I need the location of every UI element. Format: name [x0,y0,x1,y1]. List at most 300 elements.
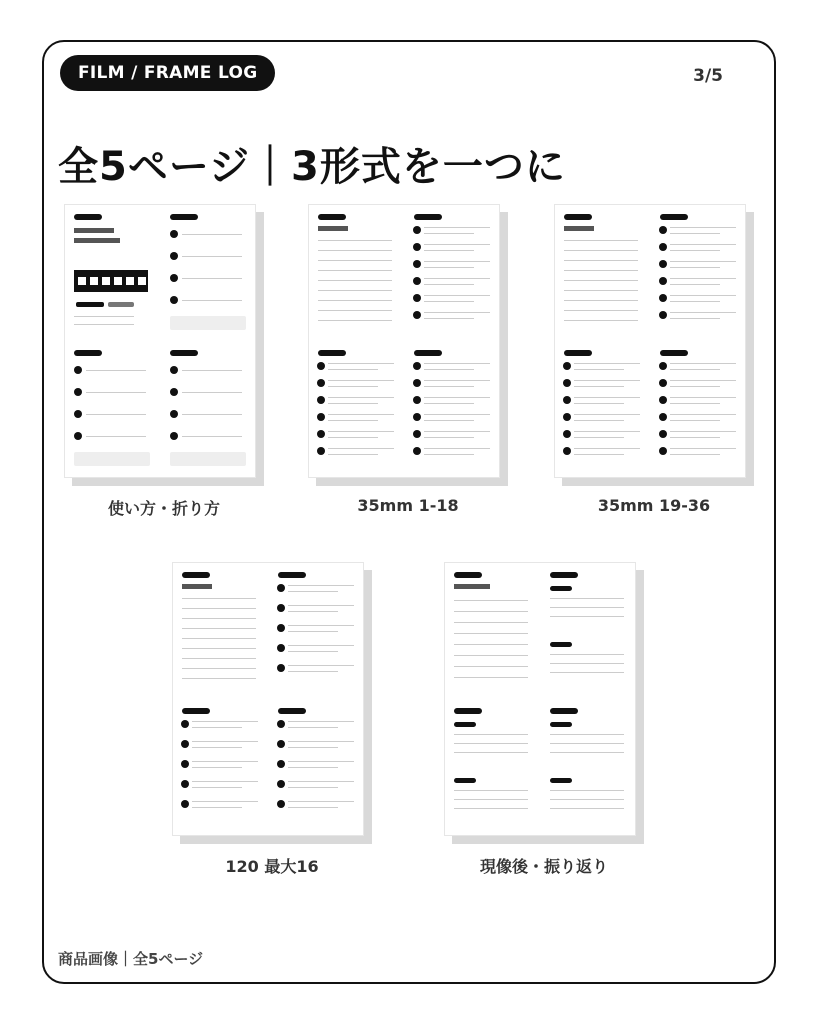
mini-frame-dot [277,604,285,612]
mini-page-tag [414,214,442,220]
mini-frame-dot [277,584,285,592]
mini-line [182,414,242,415]
mini-line [86,414,146,415]
mini-page [408,208,496,338]
mini-page [312,208,400,338]
mini-step-dot [74,388,82,396]
mini-line [574,414,640,415]
mini-frame-dot [413,413,421,421]
mini-line [318,320,392,321]
mini-line [424,312,490,313]
mini-line [86,436,146,437]
mini-line [424,437,474,438]
mini-line [182,598,256,599]
mini-line [424,448,490,449]
mini-line [424,284,474,285]
mini-line [288,727,338,728]
mini-line [86,392,146,393]
mini-line [454,808,528,809]
mini-line [670,301,720,302]
mini-line [288,651,338,652]
mini-line [670,403,720,404]
mini-line [550,790,624,791]
mini-frame-dot [413,430,421,438]
mini-line [424,420,474,421]
mini-page [272,702,360,832]
mini-page-title [74,228,114,233]
mini-line [288,761,354,762]
mini-frame-dot [317,396,325,404]
mini-line [424,267,474,268]
preview-group-guide [64,204,264,486]
mini-line [192,781,258,782]
mini-frame-dot [277,644,285,652]
mini-line [670,278,736,279]
mini-line [424,227,490,228]
mini-line [182,648,256,649]
mini-line [318,240,392,241]
mini-line [564,270,638,271]
mini-line [182,234,242,235]
mini-page-tag [278,572,306,578]
mini-line [424,403,474,404]
mini-line [328,386,378,387]
mini-line [454,790,528,791]
mini-page [68,344,156,474]
film-frame [126,277,134,285]
mini-line [670,363,736,364]
mini-page [448,566,536,696]
mini-line [670,420,720,421]
mini-frame-dot [563,362,571,370]
mini-line [328,431,394,432]
mini-frame-dot [181,740,189,748]
caption-35mm-19-36: 35mm 19-36 [597,496,711,515]
mini-page [164,208,252,338]
mini-frame-dot [563,447,571,455]
mini-line [454,611,528,612]
mini-line [454,633,528,634]
mini-page-title [454,584,490,589]
mini-line [670,431,736,432]
mini-page-tag [414,350,442,356]
mini-line [318,270,392,271]
mini-frame-dot [659,294,667,302]
mini-line [288,611,338,612]
mini-frame-dot [317,447,325,455]
mini-frame-dot [317,413,325,421]
mini-line [550,654,624,655]
mini-step-dot [170,274,178,282]
mini-line [328,397,394,398]
mini-line [424,318,474,319]
mini-frame-dot [659,396,667,404]
mini-line [288,767,338,768]
mini-frame-dot [659,447,667,455]
mini-button [76,302,104,307]
mini-label [454,778,476,783]
mini-page-title [74,238,120,243]
mini-line [424,431,490,432]
mini-line [318,250,392,251]
mini-frame-dot [413,379,421,387]
mini-line [550,616,624,617]
mini-line [424,397,490,398]
mini-line [192,747,242,748]
mini-frame-dot [413,277,421,285]
mini-step-dot [74,410,82,418]
mini-page-tag [550,708,578,714]
mini-line [182,278,242,279]
mini-frame-dot [563,396,571,404]
mini-page-tag [170,350,198,356]
mini-frame-dot [563,379,571,387]
mini-line [192,727,242,728]
mini-page [272,566,360,696]
mini-line [328,363,394,364]
mini-line [288,741,354,742]
mini-line [424,278,490,279]
mini-line [574,397,640,398]
mini-line [574,369,624,370]
mini-line [574,380,640,381]
mini-line [424,414,490,415]
mini-page [544,566,632,696]
mini-page-tag [454,572,482,578]
mini-line [288,671,338,672]
mini-line [288,747,338,748]
mini-frame-dot [277,780,285,788]
mini-frame-dot [181,800,189,808]
mini-frame-dot [659,413,667,421]
mini-page [312,344,400,474]
mini-page-tag [660,214,688,220]
mini-frame-dot [659,379,667,387]
mini-line [192,761,258,762]
mini-page-tag [182,708,210,714]
mini-line [182,256,242,257]
mini-line [288,801,354,802]
mini-page-title [182,584,212,589]
mini-frame-dot [659,226,667,234]
mini-page-tag [74,214,102,220]
preview-group-review [444,562,644,844]
mini-line [670,267,720,268]
mini-frame-dot [277,800,285,808]
mini-frame-dot [277,664,285,672]
mini-frame-dot [277,740,285,748]
mini-frame-dot [277,624,285,632]
mini-line [670,437,720,438]
mini-line [288,807,338,808]
mini-line [182,668,256,669]
mini-frame-dot [413,226,421,234]
page-indicator: 3/5 [693,66,723,86]
mini-page-tag [74,350,102,356]
mini-page-tag [564,214,592,220]
mini-page [176,566,264,696]
mini-line [192,787,242,788]
mini-line [328,369,378,370]
mini-line [288,605,354,606]
mini-line [328,448,394,449]
mini-line [288,591,338,592]
mini-line [424,369,474,370]
mini-line [192,767,242,768]
mini-frame-dot [413,396,421,404]
mini-line [564,300,638,301]
mini-page [68,208,156,338]
mini-line [182,618,256,619]
mini-line [182,658,256,659]
footer-label: 商品画像｜全5ページ [58,950,204,968]
mini-line [182,436,242,437]
mini-label [550,586,572,591]
mini-line [424,380,490,381]
mini-step-dot [170,230,178,238]
mini-line [182,370,242,371]
mini-line [670,227,736,228]
mini-frame-dot [317,379,325,387]
mini-line [670,312,736,313]
mini-line [670,261,736,262]
mini-line [424,295,490,296]
mini-line [454,600,528,601]
mini-note-box [170,316,246,330]
mini-frame-dot [659,430,667,438]
mini-page-tag [660,350,688,356]
mini-line [182,300,242,301]
mini-frame-dot [317,430,325,438]
mini-step-dot [74,432,82,440]
mini-frame-dot [181,760,189,768]
mini-line [670,448,736,449]
mini-frame-dot [563,430,571,438]
mini-frame-dot [413,243,421,251]
mini-line [454,622,528,623]
mini-line [192,741,258,742]
film-frame [102,277,110,285]
mini-frame-dot [181,720,189,728]
mini-line [318,300,392,301]
mini-step-dot [170,388,178,396]
mini-line [424,301,474,302]
mini-line [564,260,638,261]
caption-120: 120 最大16 [225,857,319,876]
mini-line [74,324,134,325]
film-frame [78,277,86,285]
mini-frame-dot [413,294,421,302]
mini-step-dot [74,366,82,374]
mini-line [288,625,354,626]
mini-frame-dot [659,243,667,251]
mini-note-box [74,452,150,466]
mini-page-tag [182,572,210,578]
mini-line [550,752,624,753]
mini-line [574,363,640,364]
mini-line [574,437,624,438]
mini-line [424,250,474,251]
mini-page [176,702,264,832]
mini-frame-dot [659,260,667,268]
mini-frame-dot [413,447,421,455]
mini-page-tag [318,214,346,220]
mini-line [328,380,394,381]
mini-label [550,722,572,727]
mini-note-box [170,452,246,466]
mini-line [574,403,624,404]
mini-line [564,240,638,241]
mini-line [550,672,624,673]
mini-line [192,807,242,808]
brand-badge: FILM / FRAME LOG [60,55,275,91]
mini-line [550,734,624,735]
mini-line [328,454,378,455]
mini-page-title [564,226,594,231]
mini-line [670,295,736,296]
mini-page [408,344,496,474]
mini-label [454,722,476,727]
mini-line [564,280,638,281]
mini-line [424,454,474,455]
mini-line [288,631,338,632]
mini-line [564,310,638,311]
mini-line [550,799,624,800]
mini-line [454,752,528,753]
mini-line [318,260,392,261]
mini-line [318,290,392,291]
mini-frame-dot [181,780,189,788]
mini-line [670,369,720,370]
mini-line [670,414,736,415]
mini-page [654,208,742,338]
mini-line [550,808,624,809]
mini-line [574,420,624,421]
mini-line [454,677,528,678]
mini-line [564,250,638,251]
mini-frame-dot [659,362,667,370]
mini-line [318,310,392,311]
mini-line [288,781,354,782]
mini-line [574,454,624,455]
mini-line [454,799,528,800]
mini-frame-dot [659,311,667,319]
mini-line [454,655,528,656]
mini-label [550,778,572,783]
mini-step-dot [170,432,178,440]
mini-line [454,734,528,735]
mini-frame-dot [563,413,571,421]
mini-line [328,437,378,438]
mini-line [574,386,624,387]
mini-line [670,397,736,398]
mini-line [288,585,354,586]
mini-line [564,290,638,291]
mini-line [454,743,528,744]
mini-line [550,598,624,599]
preview-group-35mm-19-36 [554,204,754,486]
mini-line [670,244,736,245]
mini-line [454,666,528,667]
mini-line [670,284,720,285]
mini-page-tag [278,708,306,714]
mini-line [424,261,490,262]
mini-line [424,244,490,245]
headline: 全5ページ｜3形式を一つに [58,144,566,190]
mini-line [182,608,256,609]
mini-page-title [318,226,348,231]
preview-group-120 [172,562,372,844]
mini-frame-dot [413,311,421,319]
mini-frame-dot [277,720,285,728]
mini-button [108,302,134,307]
mini-page-tag [550,572,578,578]
mini-line [550,743,624,744]
mini-line [670,386,720,387]
caption-review: 現像後・振り返り [479,857,608,876]
mini-frame-dot [413,260,421,268]
mini-page [164,344,252,474]
caption-guide: 使い方・折り方 [107,499,220,518]
mini-frame-dot [659,277,667,285]
caption-35mm-1-18: 35mm 1-18 [357,496,459,515]
mini-line [182,678,256,679]
mini-line [574,448,640,449]
mini-line [424,363,490,364]
mini-line [670,318,720,319]
film-frame [114,277,122,285]
mini-line [670,233,720,234]
mini-frame-dot [413,362,421,370]
mini-line [86,370,146,371]
mini-frame-dot [277,760,285,768]
mini-line [550,607,624,608]
mini-line [328,420,378,421]
mini-line [550,663,624,664]
mini-line [574,431,640,432]
mini-line [670,380,736,381]
mini-line [192,721,258,722]
mini-line [424,386,474,387]
mini-line [328,403,378,404]
mini-step-dot [170,366,178,374]
mini-line [288,787,338,788]
film-frame [138,277,146,285]
mini-page [654,344,742,474]
mini-step-dot [170,410,178,418]
mini-line [192,801,258,802]
mini-line [288,645,354,646]
mini-page-tag [318,350,346,356]
mini-line [288,665,354,666]
mini-line [670,250,720,251]
mini-page [544,702,632,832]
mini-page [448,702,536,832]
mini-line [318,280,392,281]
mini-page [558,208,646,338]
mini-page [558,344,646,474]
mini-line [328,414,394,415]
mini-line [182,392,242,393]
mini-line [182,638,256,639]
mini-frame-dot [317,362,325,370]
mini-page-tag [170,214,198,220]
mini-line [424,233,474,234]
mini-line [670,454,720,455]
mini-page-tag [564,350,592,356]
film-strip-graphic [74,270,148,292]
mini-step-dot [170,296,178,304]
